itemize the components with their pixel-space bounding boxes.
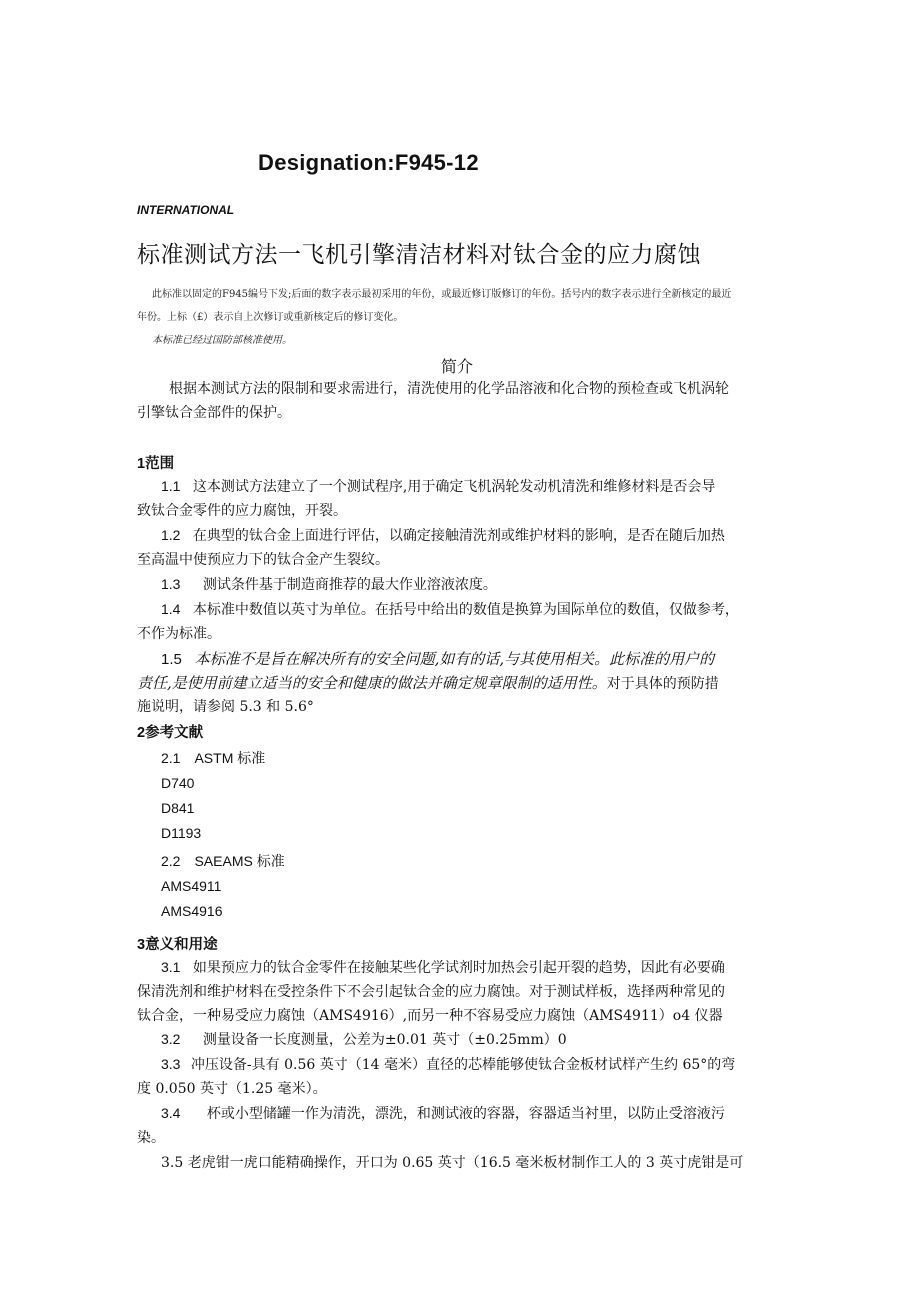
para-number: 1.1: [161, 478, 181, 494]
para-number: 3.4: [161, 1105, 181, 1121]
para-number: 1.2: [161, 527, 181, 543]
para-3-1-line-3: 钛合金，一种易受应力腐蚀（AMS4916）,而另一种不容易受应力腐蚀（AMS4911）o4 仪器: [137, 1008, 723, 1024]
para-3-1-line-1: [161, 957, 725, 977]
sae-item: AMS4916: [161, 903, 223, 919]
para-1-5-line-1: [161, 648, 714, 669]
para-text: 在典型的钛合金上面进行评估，以确定接触清洗剂或维护材料的影响，是否在随后加热: [192, 528, 725, 544]
para-number: 3.2: [161, 1031, 181, 1047]
para-1-5-line-2: [137, 672, 719, 693]
intro-line-2: 引擎钛合金部件的保护。: [137, 405, 291, 421]
para-number: 3.3: [161, 1056, 181, 1072]
para-1-4-line-2: 不作为标准。: [137, 626, 221, 642]
standard-note-line-1: 此标准以固定的F945编号下发;后面的数字表示最初采用的年份，或最近修订版修订的年份。括号内的数字表示进行全新核定的最近: [152, 289, 732, 300]
para-text: 杯或小型储罐一作为清洗，漂洗，和测试液的容器，容器适当衬里，以防止受溶液污: [206, 1106, 725, 1122]
approval-note: 本标准已经过国防部核准使用。: [152, 335, 292, 346]
para-3-4-line-1: [161, 1103, 725, 1123]
para-3-3-line-2: 度 0.050 英寸（1.25 毫米）。: [137, 1081, 327, 1097]
para-1-4-line-1: [161, 599, 739, 619]
intro-line-1: 根据本测试方法的限制和要求需进行，清洗使用的化学品溶液和化合物的预检查或飞机涡轮: [169, 381, 729, 397]
para-text: 对于具体的预防措: [606, 676, 719, 692]
para-text: 本标准中数值以英寸为单位。在括号中给出的数值是换算为国际单位的数值，仅做参考，: [192, 602, 739, 618]
section-3-heading: 3意义和用途: [137, 937, 218, 953]
para-1-5-line-3: 施说明，请参阅 5.3 和 5.6°: [137, 699, 314, 715]
para-3-5-line-1: 3.5 老虎钳一虎口能精确操作，开口为 0.65 英寸（16.5 毫米板材制作工人的 3 英寸虎钳是可: [161, 1155, 744, 1171]
international-label: INTERNATIONAL: [137, 203, 235, 217]
para-text: 本标准不是旨在解决所有的安全问题,如有的话,与其使用相关。此标准的用户的: [194, 650, 715, 668]
para-number: 3.1: [161, 959, 181, 975]
para-1-1-line-1: [161, 476, 715, 496]
para-2-1: 2.1 ASTM 标准: [161, 750, 266, 766]
para-text: 如果预应力的钛合金零件在接触某些化学试剂时加热会引起开裂的趋势，因此有必要确: [192, 960, 725, 976]
para-3-3-line-1: [161, 1054, 735, 1074]
para-1-2-line-1: [161, 525, 725, 545]
para-number: 1.4: [161, 601, 181, 617]
designation-heading: Designation:F945-12: [258, 150, 479, 175]
para-text: 测试条件基于制造商推荐的最大作业溶液浓度。: [202, 577, 497, 593]
section-2-heading: 2参考文献: [137, 725, 204, 741]
standard-note-line-2: 年份。上标（£）表示自上次修订或重新核定后的修订变化。: [137, 312, 404, 323]
astm-item: D740: [161, 775, 195, 791]
section-1-heading: 1范围: [137, 456, 175, 472]
document-title: 标准测试方法一飞机引擎清洁材料对钛合金的应力腐蚀: [137, 242, 701, 268]
para-3-1-line-2: 保清洗剂和维护材料在受控条件下不会引起钛合金的应力腐蚀。对于测试样板，选择两种常见的: [137, 984, 725, 1000]
para-1-1-line-2: 致钛合金零件的应力腐蚀，开裂。: [137, 503, 347, 519]
para-text: 测量设备一长度测量，公差为±0.01 英寸（±0.25mm）0: [202, 1032, 567, 1048]
astm-item: D1193: [161, 825, 202, 841]
para-number: 1.3: [161, 576, 181, 592]
para-2-2: 2.2 SAEAMS 标准: [161, 853, 285, 869]
para-3-2-line-1: [161, 1029, 567, 1049]
para-text: 冲压设备-具有 0.56 英寸（14 毫米）直径的芯棒能够使钛合金板材试样产生约 65°的弯: [190, 1057, 736, 1073]
astm-item: D841: [161, 800, 195, 816]
para-text-italic: 责任,是使用前建立适当的安全和健康的做法并确定规章限制的适用性。: [137, 674, 607, 692]
para-1-3-line-1: [161, 574, 497, 594]
sae-item: AMS4911: [161, 878, 222, 894]
para-3-4-line-2: 染。: [137, 1130, 165, 1146]
intro-heading: 简介: [441, 357, 474, 376]
para-number: 1.5: [161, 651, 182, 668]
para-1-2-line-2: 至高温中使预应力下的钛合金产生裂纹。: [137, 552, 389, 568]
para-text: 这本测试方法建立了一个测试程序,用于确定飞机涡轮发动机清洗和维修材料是否会导: [192, 479, 716, 495]
